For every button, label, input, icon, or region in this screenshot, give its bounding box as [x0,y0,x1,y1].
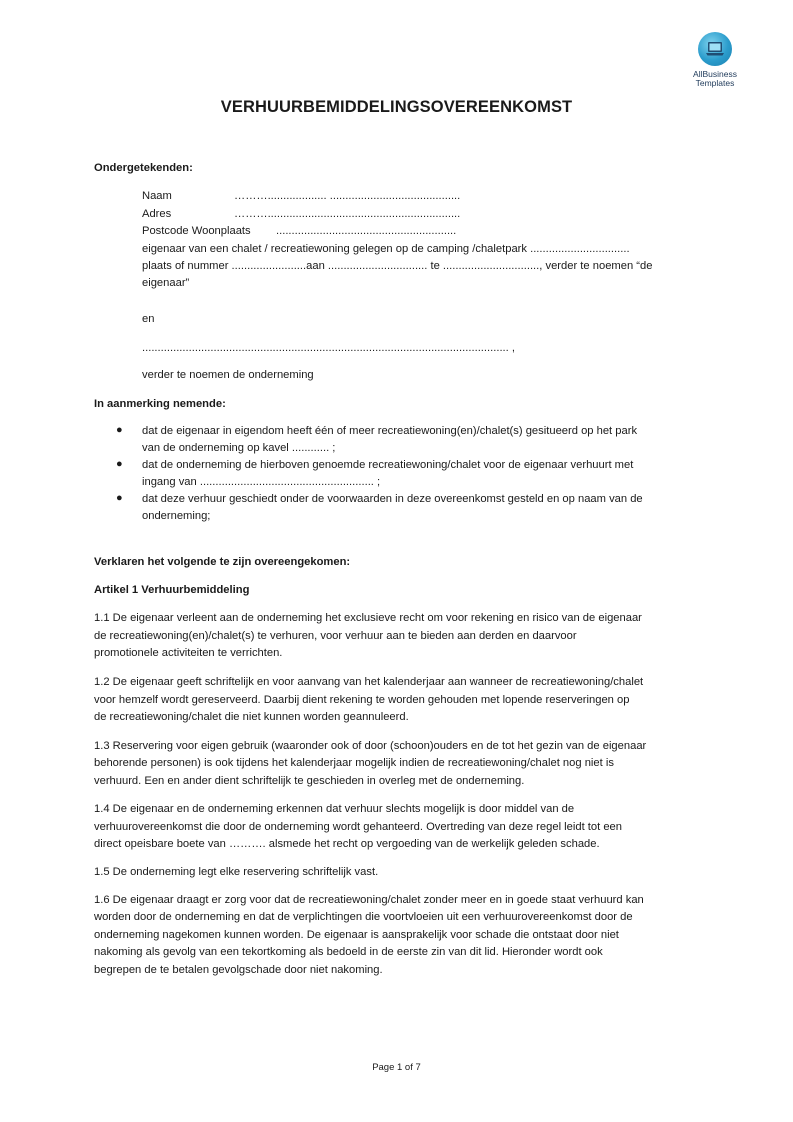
bullet-1-line1: dat de eigenaar in eigendom heeft één of meer recreatiewoning(en)/chalet(s) gesitueerd op het park [142,425,638,437]
para-1-1-line: promotionele activiteiten te verrichten. [94,647,283,659]
naam-label: Naam [142,190,172,202]
bullet-icon: ● [116,424,123,436]
para-1-3-line: verhuurd. Een en ander dient schriftelijk te geschieden in overleg met de onderneming. [94,775,525,787]
postcode-label: Postcode Woonplaats [142,225,251,237]
logo-line2: Templates [695,78,735,88]
bullet-3-line1: dat deze verhuur geschiedt onder de voorwaarden in deze overeenkomst gesteld en op naam van de [142,493,643,505]
postcode-field: .......................................................... [276,225,457,237]
eigenaar-line2: eigenaar” [142,277,190,289]
laptop-icon [698,32,732,66]
bullet-1-line2: van de onderneming op kavel ............ ; [142,442,336,454]
para-1-2-line: de recreatiewoning/chalet die niet kunnen worden geannuleerd. [94,711,409,723]
para-1-3-line: behorende personen) is ook tijdens het kalenderjaar mogelijk indien de recreatiewoning/chalet nog niet is [94,757,614,769]
aanmerking-heading: In aanmerking nemende: [94,398,226,410]
adres-row [142,206,460,223]
para-1-5-line: 1.5 De onderneming legt elke reservering schriftelijk vast. [94,866,379,878]
bullet-3-line2: onderneming; [142,510,211,522]
onderneming-field: ...................................................................................................................... , [142,342,515,354]
para-1-6-line: 1.6 De eigenaar draagt er zorg voor dat de recreatiewoning/chalet zonder meer en in goede staat verhuurd kan [94,894,644,906]
para-1-4-line: 1.4 De eigenaar en de onderneming erkennen dat verhuur slechts mogelijk is door middel van de [94,803,575,815]
page-number: Page 1 of 7 [372,1062,421,1073]
para-1-6-line: nakoming als gevolg van een tekortkoming als bedoeld in de eerste zin van dit lid. Hieronder wordt ook [94,946,603,958]
para-1-1-line: 1.1 De eigenaar verleent aan de onderneming het exclusieve recht om voor rekening en risico van de eigenaar [94,612,642,624]
para-1-4-line: verhuurovereenkomst die door de onderneming wordt gehanteerd. Overtreding van deze regel leidt tot een [94,821,623,833]
onderneming-line: verder te noemen de onderneming [142,369,314,381]
para-1-6-line: onderneming nagekomen kunnen worden. De eigenaar is aansprakelijk voor schade die ontstaat door niet [94,929,619,941]
para-1-6-line: begrepen de te betalen gevolgschade door niet nakoming. [94,964,383,976]
para-1-1-line: de recreatiewoning(en)/chalet(s) te verhuren, voor verhuur aan te bieden aan derden en daarvoor [94,630,577,642]
en-text: en [142,313,155,325]
document-title: VERHUURBEMIDDELINGSOVEREENKOMST [220,98,573,116]
bullet-2-line2: ingang van ........................................................ ; [142,476,381,488]
para-1-2-line: 1.2 De eigenaar geeft schriftelijk en voor aanvang van het kalenderjaar aan wanneer de recreatiewoning/chalet [94,676,644,688]
para-1-4-line: direct opeisbare boete van ………. alsmede het recht op vergoeding van de werkelijk geleden schade. [94,838,600,850]
eigenaar-line: eigenaar van een chalet / recreatiewoning gelegen op de camping /chaletpark ................................ [142,243,630,255]
logo-line1: AllBusiness [693,69,737,79]
plaats-line: plaats of nummer ........................aan ................................ te ..............................., verder te noemen “de [142,260,653,272]
para-1-2-line: voor hemzelf wordt gereserveerd. Daarbij dient rekening te worden gehouden met lopende reserveringen op [94,694,630,706]
para-1-3-line: 1.3 Reservering voor eigen gebruik (waaronder ook of door (schoon)ouders en de tot het gezin van de eigenaar [94,740,647,752]
verklaren-heading: Verklaren het volgende te zijn overeengekomen: [94,556,351,568]
naam-row [142,188,460,205]
naam-field: ………................... .......................................... [234,190,461,202]
allbusiness-logo [684,32,746,88]
para-1-6-line: worden door de onderneming en dat de verplichtingen die voortvloeien uit een verhuurovereenkomst door de [94,911,633,923]
bullet-2-line1: dat de onderneming de hierboven genoemde recreatiewoning/chalet voor de eigenaar verhuurt met [142,459,634,471]
ondergetekenden-heading: Ondergetekenden: [94,162,193,174]
adres-field: ……….............................................................. [234,208,461,220]
postcode-row [142,223,456,240]
bullet-icon: ● [116,492,123,504]
artikel1-heading: Artikel 1 Verhuurbemiddeling [94,584,250,596]
adres-label: Adres [142,208,172,220]
bullet-icon: ● [116,458,123,470]
